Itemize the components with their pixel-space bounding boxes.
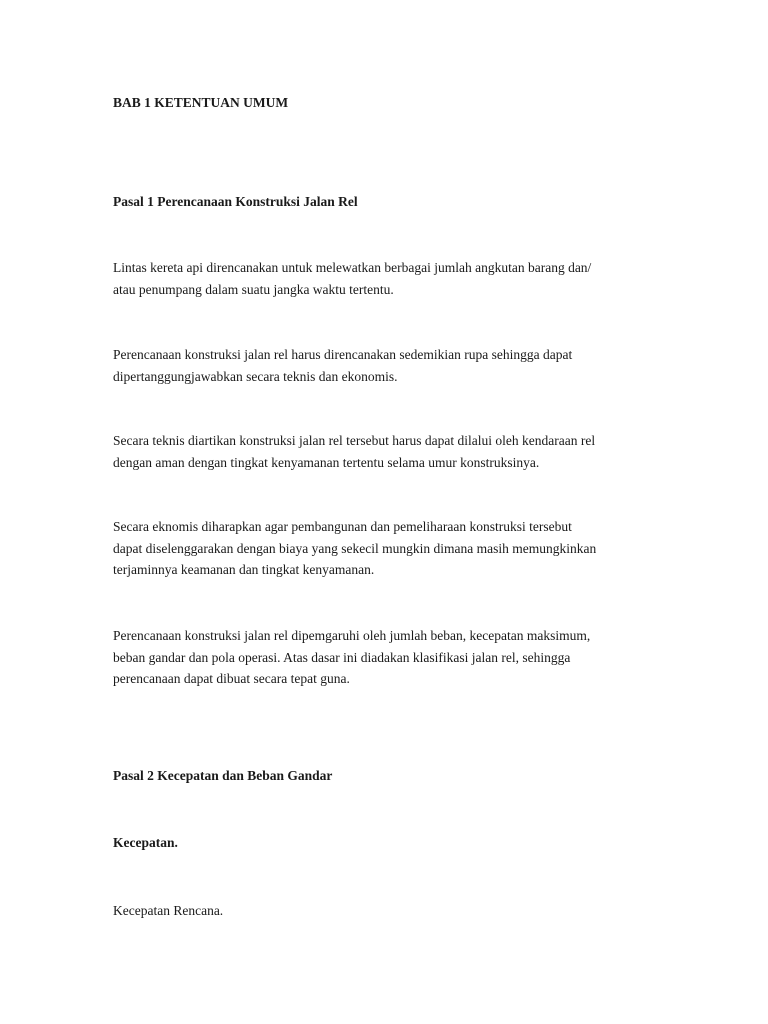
paragraph-kecepatan-rencana: [113, 900, 673, 922]
paragraph-5: [113, 625, 673, 690]
section-title-pasal-1: Pasal 1 Perencanaan Konstruksi Jalan Rel: [113, 194, 358, 209]
paragraph-line: beban gandar dan pola operasi. Atas dasar ini diadakan klasifikasi jalan rel, sehingga: [113, 649, 571, 665]
paragraph-line: Perencanaan konstruksi jalan rel dipemgaruhi oleh jumlah beban, kecepatan maksimum,: [113, 628, 591, 643]
paragraph-line: Kecepatan Rencana.: [113, 903, 224, 918]
paragraph-line: Lintas kereta api direncanakan untuk melewatkan berbagai jumlah angkutan barang dan/: [113, 260, 592, 275]
paragraph-1: [113, 257, 673, 300]
paragraph-line: terjaminnya keamanan dan tingkat kenyamanan.: [113, 562, 375, 577]
section-title-pasal-2: Pasal 2 Kecepatan dan Beban Gandar: [113, 768, 333, 783]
paragraph-line: dapat diselenggarakan dengan biaya yang sekecil mungkin dimana masih memungkinkan: [113, 540, 597, 556]
chapter-title: BAB 1 KETENTUAN UMUM: [113, 95, 289, 110]
paragraph-2: [113, 344, 673, 387]
paragraph-line: dipertanggungjawabkan secara teknis dan ekonomis.: [113, 368, 398, 384]
subsection-title-kecepatan: Kecepatan.: [113, 835, 178, 850]
paragraph-line: perencanaan dapat dibuat secara tepat guna.: [113, 671, 350, 686]
paragraph-3: [113, 430, 673, 473]
paragraph-line: Secara eknomis diharapkan agar pembangunan dan pemeliharaan konstruksi tersebut: [113, 519, 572, 534]
paragraph-line: dengan aman dengan tingkat kenyamanan tertentu selama umur konstruksinya.: [113, 454, 540, 470]
paragraph-line: Perencanaan konstruksi jalan rel harus direncanakan sedemikian rupa sehingga dapat: [113, 347, 573, 362]
paragraph-line: atau penumpang dalam suatu jangka waktu tertentu.: [113, 281, 394, 297]
paragraph-4: [113, 516, 673, 581]
paragraph-line: Secara teknis diartikan konstruksi jalan rel tersebut harus dapat dilalui oleh kendaraan rel: [113, 433, 596, 448]
